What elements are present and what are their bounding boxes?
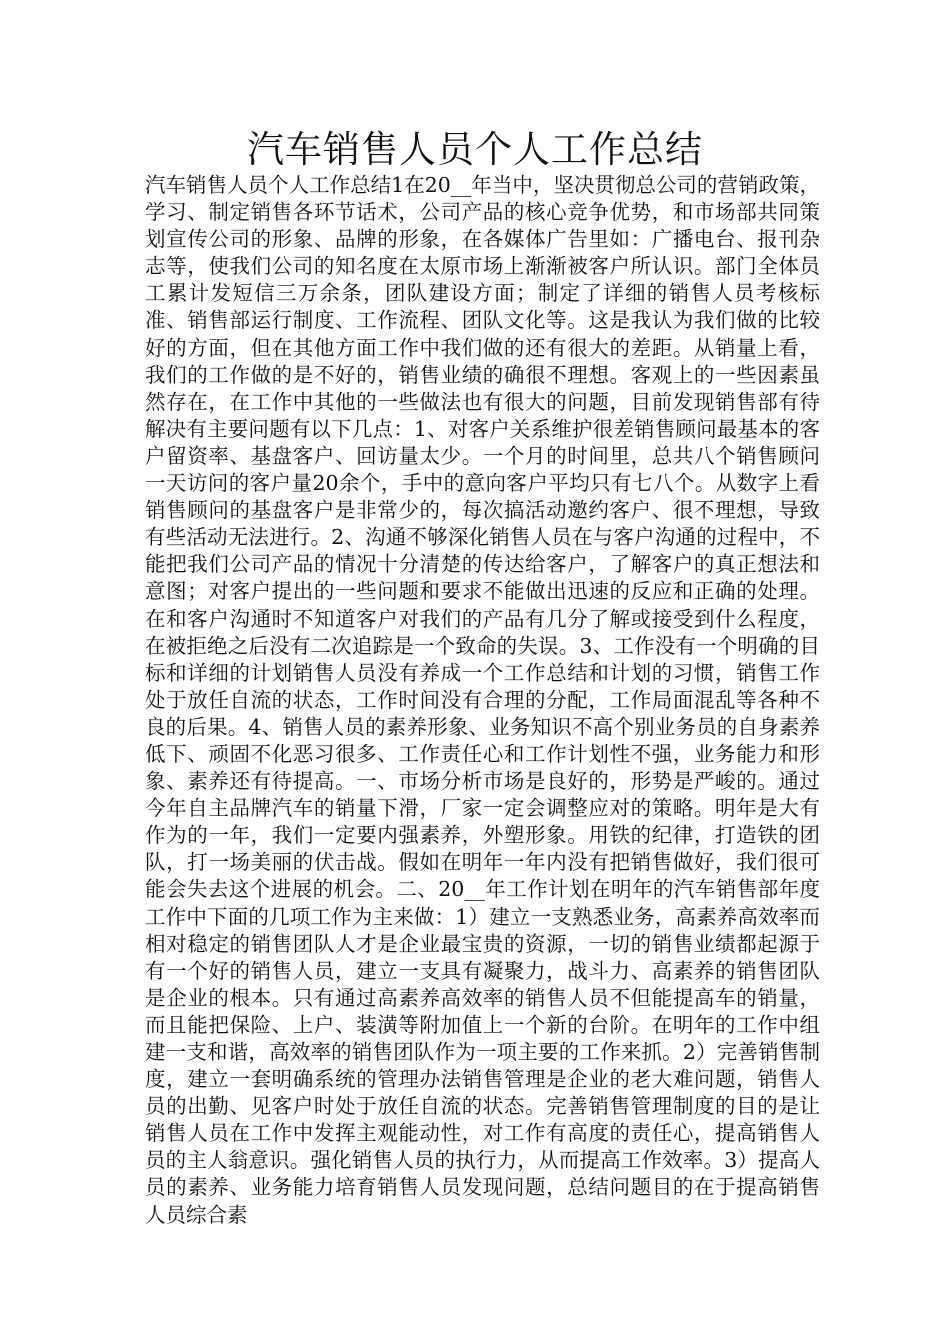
document-body: 汽车销售人员个人工作总结1在20__年当中，坚决贯彻总公司的营销政策，学习、制定销售各环节话术，公司产品的核心竞争优势，和市场部共同策划宣传公司的形象、品牌的形象，在各媒体广告里如：广播电台、报刊杂志等，使我们公司的知名度在太原市场上渐渐被客户所认识。部门全体员工累计发短信三万余条，团队建设方面；制定了详细的销售人员考核标准、销售部运行制度、工作流程、团队文化等。这是我认为我们做的比较好的方面，但在其他方面工作中我们做的还有很大的差距。从销量上看，我们的工作做的是不好的，销售业绩的确很不理想。客观上的一些因素虽然存在，在工作中其他的一些做法也有很大的问题，目前发现销售部有待解决有主要问题有以下几点：1、对客户关系维护很差销售顾问最基本的客户留资率、基盘客户、回访量太少。一个月的时间里，总共八个销售顾问一天访问的客户量20余个，手中的意向客户平均只有七八个。从数字上看销售顾问的基盘客户是非常少的，每次搞活动邀约客户、很不理想，导致有些活动无法进行。2、沟通不够深化销售人员在与客户沟通的过程中，不能把我们公司产品的情况十分清楚的传达给客户，了解客户的真正想法和意图；对客户提出的一些问题和要求不能做出迅速的反应和正确的处理。在和客户沟通时不知道客户对我们的产品有几分了解或接受到什么程度，在被拒绝之后没有二次追踪是一个致命的失误。3、工作没有一个明确的目标和详细的计划销售人员没有养成一个工作总结和计划的习惯，销售工作处于放任自流的状态，工作时间没有合理的分配，工作局面混乱等各种不良的后果。4、销售人员的素养形象、业务知识不高个别业务员的自身素养低下、顽固不化恶习很多、工作责任心和工作计划性不强，业务能力和形象、素养还有待提高。一、市场分析市场是良好的，形势是严峻的。通过今年自主品牌汽车的销量下滑，厂家一定会调整应对的策略。明年是大有作为的一年，我们一定要内强素养，外塑形象。用铁的纪律，打造铁的团队，打一场美丽的伏击战。假如在明年一年内没有把销售做好，我们很可能会失去这个进展的机会。二、20__年工作计划在明年的汽车销售部年度工作中下面的几项工作为主来做：1）建立一支熟悉业务，高素养高效率而相对稳定的销售团队人才是企业最宝贵的资源，一切的销售业绩都起源于有一个好的销售人员，建立一支具有凝聚力，战斗力、高素养的销售团队是企业的根本。只有通过高素养高效率的销售人员不但能提高车的销量，而且能把保险、上户、装潢等附加值上一个新的台阶。在明年的工作中组建一支和谐，高效率的销售团队作为一项主要的工作来抓。2）完善销售制度，建立一套明确系统的管理办法销售管理是企业的老大难问题，销售人员的出勤、见客户时处于放任自流的状态。完善销售管理制度的目的是让销售人员在工作中发挥主观能动性，对工作有高度的责任心，提高销售人员的主人翁意识。强化销售人员的执行力，从而提高工作效率。3）提高人员的素养、业务能力培育销售人员发现问题，总结问题目的在于提高销售人员综合素 (145, 173, 820, 1227)
document-title: 汽车销售人员个人工作总结 (247, 128, 703, 171)
